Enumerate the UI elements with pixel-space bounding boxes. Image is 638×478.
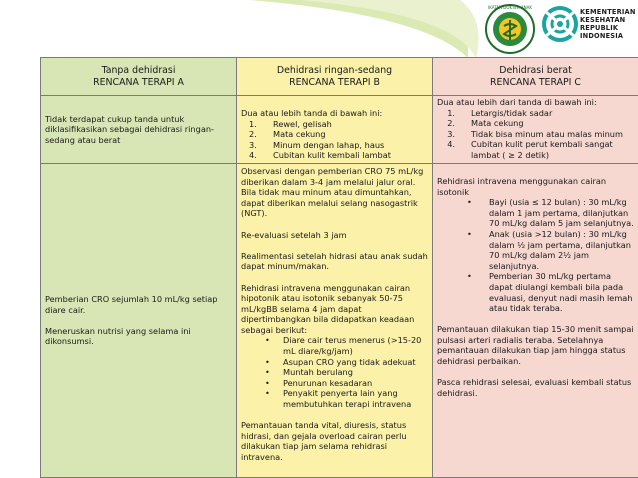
list-item: • Bayi (usia ≤ 12 bulan) : 30 mL/kg dalam 1 jam pertama, dilanjutkan 70 mL/kg dalam 5 jam selanjutnya. [467, 197, 634, 229]
signs-plan-a: Tidak terdapat cukup tanda untuk diklasifikasikan sebagai dehidrasi ringan-sedang atau berat [41, 96, 237, 164]
list-item: 2. Mata cekung [249, 129, 326, 140]
treatment-plan-c: Rehidrasi intravena menggunakan cairan isotonik • Bayi (usia ≤ 12 bulan) : 30 mL/kg dalam 1 jam pertama, dilanjutkan 70 mL/kg dalam 5 jam selanjutnya. • Anak (usia >12 bulan) : 30 mL/kg dalam ½ jam pertama, dilanjutkan 70 mL/kg dalam 2½ jam selanjutnya. • Pemberian 30 mL/kg pertama dapat diulangi kembali bila pada evaluasi, denyut nadi masih lemah atau tidak teraba. Pemantauan dilakukan tiap 15-30 menit sampai pulsasi arteri radialis teraba. Setelahnya pemantauan dilakukan tiap jam hingga status dehidrasi perbaikan. Pasca rehidrasi selesai, evaluasi kembali status dehidrasi. [433, 163, 638, 477]
header-plan-c: Dehidrasi berat RENCANA TERAPI C [433, 58, 638, 96]
table-header-row [41, 58, 638, 96]
list-item: 1. Letargis/tidak sadar [447, 107, 553, 118]
treatment-row [41, 163, 638, 477]
list-item: • Muntah berulang [265, 367, 353, 378]
list-item: 4. Cubitan kulit perut kembali sangat lambat ( ≥ 2 detik) [447, 139, 613, 160]
list-item: • Penyakit penyerta lain yang membutuhkan terapi intravena [265, 388, 412, 410]
list-item: • Diare cair terus menerus (>15-20 mL diare/kg/jam) [265, 335, 422, 357]
treatment-plan-b: Observasi dengan pemberian CRO 75 mL/kg diberikan dalam 3-4 jam melalui jalur oral. Bila tidak mau minum atau dimuntahkan, dapat diberikan melalui selang nasogastrik (NGT). Re-evaluasi setelah 3 jam Realimentasi setelah hidrasi atau anak sudah dapat minum/makan. Rehidrasi intravena menggunakan cairan hipotonik atau isotonik sebanyak 50-75 mL/kgBB selama 4 jam dapat dipertimbangkan bila didapatkan keadaan sebagai berikut: • Diare cair terus menerus (>15-20 mL diare/kg/jam) • Asupan CRO yang tidak adekuat • Muntah berulang • Penurunan kesadaran • Penyakit penyerta lain yang membutuhkan terapi intravena Pemantauan tanda vital, diuresis, status hidrasi, dan gejala overload cairan perlu dilakukan tiap jam selama rehidrasi intravena. [237, 163, 433, 477]
list-item: 3. Minum dengan lahap, haus [249, 139, 385, 150]
signs-plan-b: Dua atau lebih tanda di bawah ini: 1. Rewel, gelisah 2. Mata cekung 3. Minum dengan lahap, haus 4. Cubitan kulit kembali lambat [237, 96, 433, 164]
list-item: • Asupan CRO yang tidak adekuat [265, 356, 416, 367]
list-item: 3. Tidak bisa minum atau malas minum [447, 128, 623, 139]
list-item: • Anak (usia >12 bulan) : 30 mL/kg dalam ½ jam pertama, dilanjutkan 70 mL/kg dalam 2½ jam selanjutnya. [467, 228, 631, 271]
list-item: • Pemberian 30 mL/kg pertama dapat diulangi kembali bila pada evaluasi, denyut nadi masih lemah atau tidak teraba. [467, 271, 633, 314]
signs-plan-c: Dua atau lebih dari tanda di bawah ini: 1. Letargis/tidak sadar 2. Mata cekung 3. Tidak bisa minum atau malas minum 4. Cubitan kulit perut kembali sangat lambat ( ≥ 2 detik) [433, 96, 638, 164]
list-item: 1. Rewel, gelisah [249, 118, 332, 129]
list-item: 4. Cubitan kulit kembali lambat [249, 150, 391, 161]
list-item: 2. Mata cekung [447, 118, 524, 129]
idai-logo [484, 2, 536, 56]
signs-row [41, 96, 638, 164]
treatment-plan-a: Pemberian CRO sejumlah 10 mL/kg setiap diare cair. Meneruskan nutrisi yang selama ini dikonsumsi. [41, 163, 237, 477]
list-item: • Penurunan kesadaran [265, 377, 373, 388]
header-plan-b: Dehidrasi ringan-sedang RENCANA TERAPI B [237, 58, 433, 96]
header-plan-a: Tanpa dehidrasi RENCANA TERAPI A [41, 58, 237, 96]
svg-text:IKATAN DOKTER ANAK: IKATAN DOKTER ANAK [488, 5, 532, 10]
therapy-plan-table [40, 57, 638, 478]
kemenkes-wordmark: KEMENTERIAN KESEHATAN REPUBLIK INDONESIA [580, 8, 636, 40]
